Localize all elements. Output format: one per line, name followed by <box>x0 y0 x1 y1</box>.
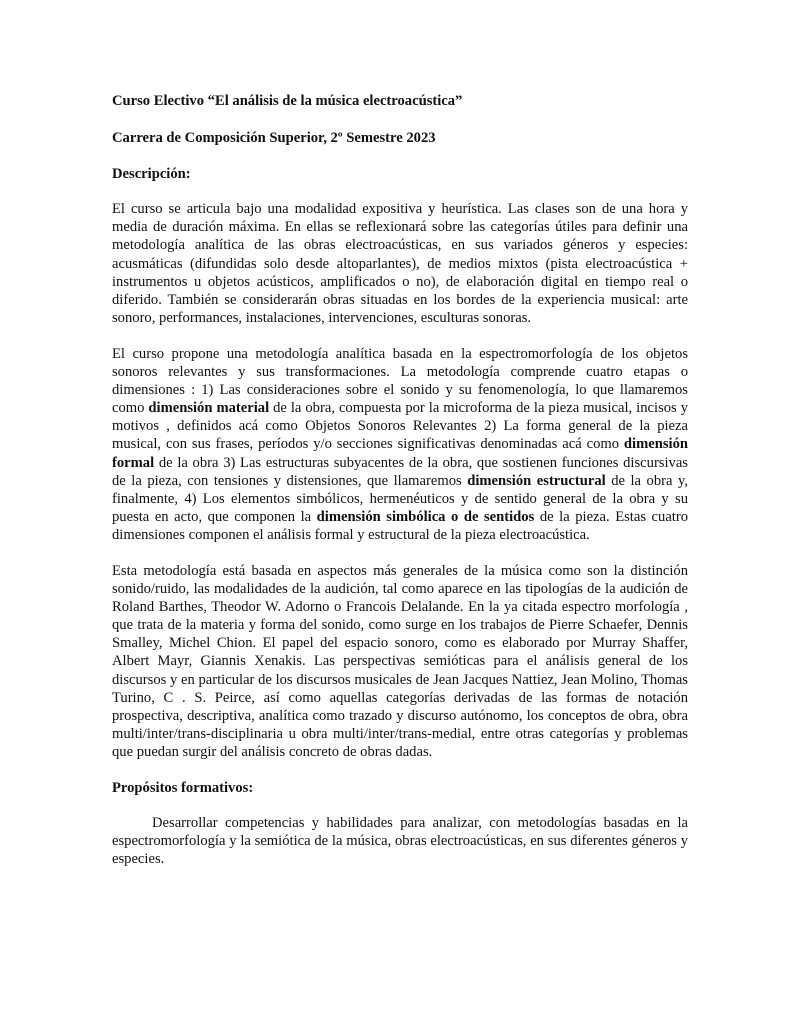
description-paragraph-1: El curso se articula bajo una modalidad expositiva y heurística. Las clases son de una hora y media de duración máxima. En ellas se reflexionará sobre las categorías útiles para definir una metodología analítica de las obras electroacústicas, en sus variados géneros y especies: acusmáticas (difundidas solo desde altoparlantes), de medios mixtos (pista electroacústica + instrumentos u objetos acústicos, amplificados o no), de elaboración digital en tiempo real o diferido. También se considerarán obras situadas en los bordes de la experiencia musical: arte sonoro, performances, instalaciones, intervenciones, esculturas sonoras. <box>112 201 688 326</box>
dimension-simbolica: dimensión simbólica o de sentidos <box>316 508 535 525</box>
document-body <box>112 92 688 868</box>
p2-text-2: de la obra, compuesta por la microforma de la pieza musical, incisos y motivos , definidos acá como Objetos Sonoros Relevantes 2) La forma general de la pieza musical, con sus frases, períodos y/o secciones significativas denominadas acá como <box>112 400 688 453</box>
dimension-formal: dimensión formal <box>112 436 688 471</box>
purposes-heading: Propósitos formativos: <box>112 780 254 796</box>
p2-text-4: de la obra y, finalmente, 4) Los elementos simbólicos, hermenéuticos y de sentido general de la obra y su puesta en acto, que componen la <box>112 472 688 525</box>
description-heading: Descripción: <box>112 166 191 183</box>
dimension-material: dimensión material <box>148 400 270 417</box>
purposes-paragraph: Desarrollar competencias y habilidades para analizar, con metodologías basadas en la espectromorfología y la semiótica de la música, obras electroacústicas, en sus diferentes géneros y especies. <box>112 815 688 868</box>
course-title: Curso Electivo “El análisis de la música electroacústica” <box>112 93 463 109</box>
description-paragraph-3: Esta metodología está basada en aspectos más generales de la música como son la distinción sonido/ruido, las modalidades de la audición, tal como aparece en las tipologías de la audición de Roland Barthes, Theodor W. Adorno o Francois Delalande. En la ya citada espectro morfología , que trata de la materia y forma del sonido, como surge en los trabajos de Pierre Schaefer, Dennis Smalley, Michel Chion. El papel del espacio sonoro, como es elaborado por Murray Shaffer, Albert Mayr, Giannis Xenakis. Las perspectivas semióticas para el análisis general de los discursos y en particular de los discursos musicales de Jean Jacques Nattiez, Jean Molino, Thomas Turino, C . S. Peirce, así como aquellas categorías derivadas de las formas de notación prospectiva, descriptiva, analítica como trazado y discurso autónomo, los conceptos de obra, obra multi/inter/trans-disciplinaria u obra multi/inter/trans-medial, entre otras categorías y problemas que puedan surgir del análisis concreto de obras dadas. <box>112 562 688 760</box>
dimension-estructural: dimensión estructural <box>467 472 606 489</box>
p2-text-3: de la obra 3) Las estructuras subyacentes de la obra, que sostienen funciones discursivas de la pieza, con tensiones y distensiones, que llamaremos <box>112 454 688 489</box>
course-subtitle: Carrera de Composición Superior, 2º Semestre 2023 <box>112 130 436 147</box>
p2-text-5: de la pieza. Estas cuatro dimensiones componen el análisis formal y estructural de la pieza electroacústica. <box>112 508 689 543</box>
description-paragraph-2 <box>112 345 688 544</box>
p2-text-1: El curso propone una metodología analítica basada en la espectromorfología de los objetos sonoros relevantes y sus transformaciones. La metodología comprende cuatro etapas o dimensiones : 1) Las consideraciones sobre el sonido y su fenomenología, lo que llamaremos como <box>112 345 688 417</box>
